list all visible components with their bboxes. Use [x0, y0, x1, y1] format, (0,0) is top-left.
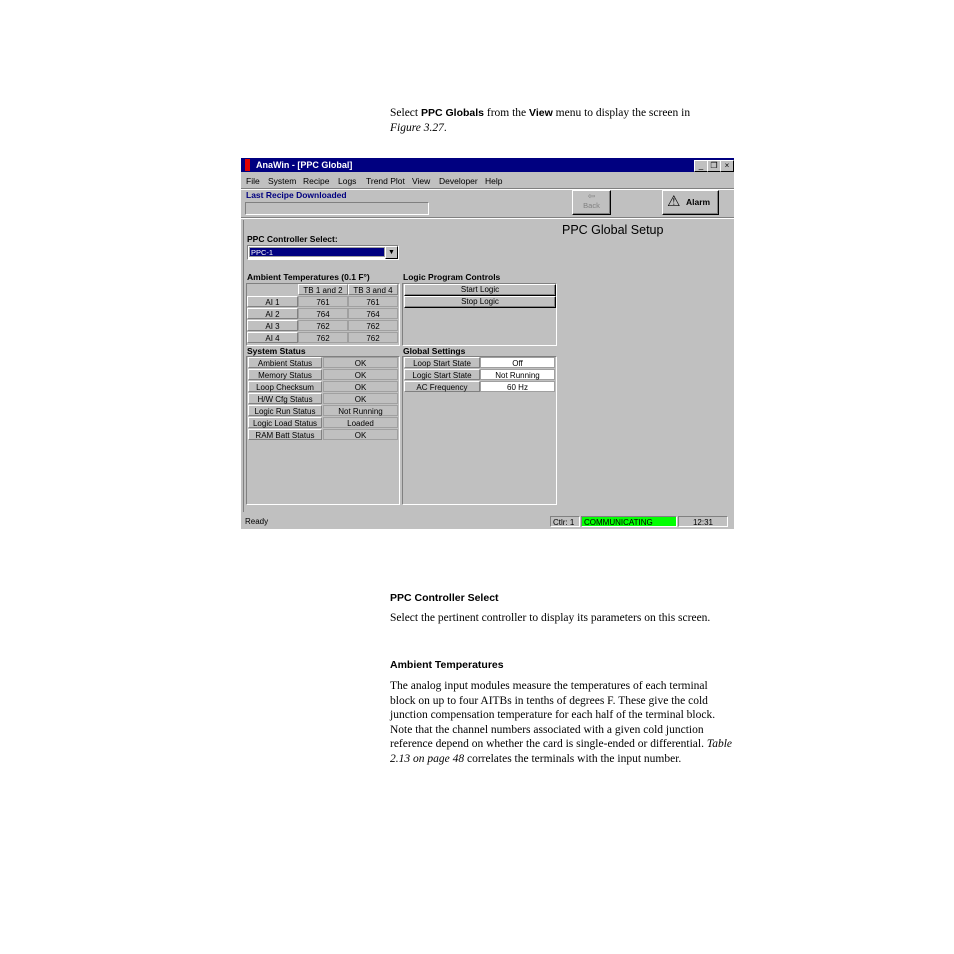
ambient-value: 762: [298, 332, 348, 343]
menu-logs[interactable]: Logs: [338, 176, 357, 186]
back-label: Back: [583, 201, 600, 210]
status-ready: Ready: [245, 517, 269, 526]
status-value: Loaded: [323, 417, 398, 428]
menu-bar: [241, 173, 734, 187]
status-value: OK: [323, 393, 398, 404]
ambient-value: 764: [298, 308, 348, 319]
ambient-row-label: AI 1: [247, 296, 298, 307]
status-communicating: COMMUNICATING: [581, 516, 677, 527]
ambient-body-text: The analog input modules measure the temperatures of each terminal block on up to four AITBs in tenths of degrees F. These give the cold junction compensation temperature for each half of the terminal block. Note that the channel numbers associated with a given cold junction reference depend on whether the card is single-ended or differential.: [390, 680, 716, 750]
status-value: OK: [323, 381, 398, 392]
minimize-button[interactable]: _: [694, 160, 708, 172]
global-settings-title: Global Settings: [403, 346, 466, 356]
stop-logic-button[interactable]: Stop Logic: [404, 296, 556, 308]
chevron-down-icon[interactable]: ▼: [385, 246, 398, 259]
menu-recipe[interactable]: Recipe: [303, 176, 330, 186]
back-arrow-icon: ⇦: [587, 191, 596, 201]
status-controller: Ctlr: 1: [550, 516, 580, 527]
ambient-value: 761: [348, 296, 398, 307]
status-label: Loop Checksum: [248, 381, 322, 392]
status-label: Logic Load Status: [248, 417, 322, 428]
back-button[interactable]: [572, 190, 611, 215]
start-logic-button[interactable]: Start Logic: [404, 284, 556, 296]
status-label: RAM Batt Status: [248, 429, 322, 440]
setting-value[interactable]: Not Running: [480, 369, 555, 380]
warning-triangle-icon: ⚠: [667, 193, 681, 210]
status-value: OK: [323, 357, 398, 368]
ambient-temps-title: Ambient Temperatures (0.1 F°): [247, 272, 370, 282]
menu-trend-plot[interactable]: Trend Plot: [366, 176, 405, 186]
ambient-value: 762: [348, 320, 398, 331]
status-value: OK: [323, 369, 398, 380]
menu-file[interactable]: File: [246, 176, 260, 186]
ambient-value: 764: [348, 308, 398, 319]
status-label: Ambient Status: [248, 357, 322, 368]
controller-select-dropdown[interactable]: [247, 245, 399, 260]
window-title: AnaWin - [PPC Global]: [256, 160, 353, 170]
alarm-label: Alarm: [686, 197, 711, 207]
figure-reference: Figure 3.27: [390, 121, 444, 134]
ambient-row-label: AI 4: [247, 332, 298, 343]
menu-view[interactable]: View: [412, 176, 431, 186]
setting-value[interactable]: Off: [480, 357, 555, 368]
last-recipe-label: Last Recipe Downloaded: [246, 190, 347, 200]
view-term: View: [529, 107, 553, 119]
menu-help[interactable]: Help: [485, 176, 503, 186]
last-recipe-field: [245, 202, 429, 215]
ambient-row-label: AI 2: [247, 308, 298, 319]
title-bar: [241, 158, 734, 172]
section-body-ambient-temps: [390, 679, 736, 766]
intro-period: .: [443, 121, 447, 134]
logic-controls-title: Logic Program Controls: [403, 272, 501, 282]
anawin-window: [241, 158, 734, 529]
page-title: PPC Global Setup: [562, 223, 664, 237]
ambient-value: 762: [298, 320, 348, 331]
ambient-value: 762: [348, 332, 398, 343]
toolbar-separator-highlight: [241, 218, 734, 219]
status-bar: [241, 514, 734, 529]
section-body-controller-select: Select the pertinent controller to display its parameters on this screen.: [390, 612, 711, 624]
controller-select-label: PPC Controller Select:: [247, 234, 338, 244]
section-heading-controller-select: PPC Controller Select: [390, 592, 499, 604]
table-reference-link[interactable]: Table 2.13 on page 48: [390, 738, 732, 765]
status-value: OK: [323, 429, 398, 440]
app-icon: [245, 159, 250, 171]
intro-text-1: Select: [390, 107, 421, 119]
controller-selected-value: PPC-1: [249, 247, 385, 257]
intro-text-3: menu to display the screen in: [552, 107, 691, 119]
ambient-body-tail: correlates the terminals with the input number.: [464, 752, 682, 765]
setting-label: Loop Start State: [404, 357, 480, 368]
setting-value[interactable]: 60 Hz: [480, 381, 555, 392]
alarm-button[interactable]: [662, 190, 719, 215]
ambient-row-label: AI 3: [247, 320, 298, 331]
status-time: 12:31: [678, 516, 728, 527]
ambient-value: 761: [298, 296, 348, 307]
status-label: Memory Status: [248, 369, 322, 380]
status-label: Logic Run Status: [248, 405, 322, 416]
system-status-title: System Status: [247, 346, 306, 356]
intro-paragraph: [390, 106, 736, 135]
setting-label: Logic Start State: [404, 369, 480, 380]
section-heading-ambient-temps: Ambient Temperatures: [390, 659, 504, 671]
status-value: Not Running: [323, 405, 398, 416]
setting-label: AC Frequency: [404, 381, 480, 392]
content-frame-edge: [243, 220, 244, 512]
restore-button[interactable]: ❐: [707, 160, 721, 172]
status-label: H/W Cfg Status: [248, 393, 322, 404]
menu-system[interactable]: System: [268, 176, 297, 186]
intro-text-2: from the: [484, 107, 530, 119]
close-button[interactable]: ×: [720, 160, 734, 172]
ambient-col-tb34: TB 3 and 4: [348, 284, 398, 295]
ppc-globals-term: PPC Globals: [420, 107, 484, 119]
ambient-col-tb12: TB 1 and 2: [298, 284, 348, 295]
menu-developer[interactable]: Developer: [439, 176, 478, 186]
